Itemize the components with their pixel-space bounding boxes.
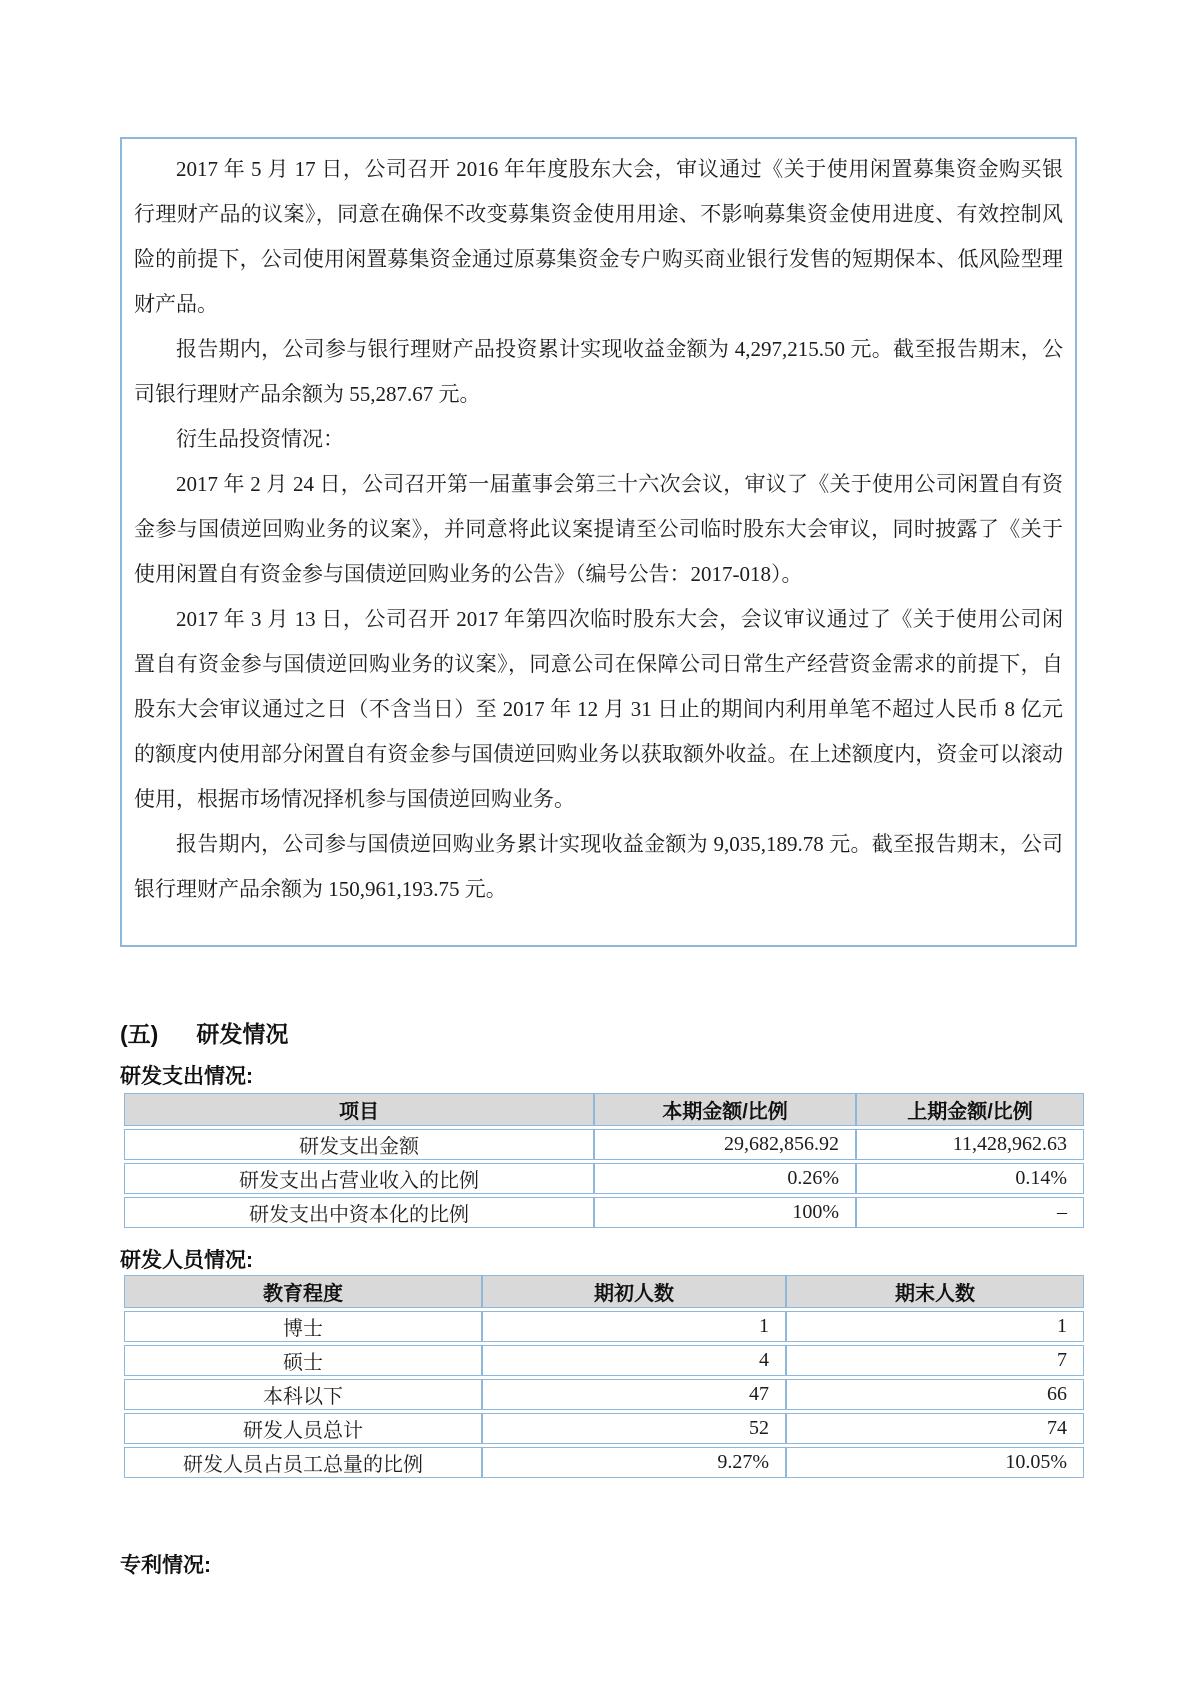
paragraph-shareholder-meeting-2017-03-13: 2017 年 3 月 13 日，公司召开 2017 年第四次临时股东大会，会议审议通过了《关于使用公司闲置自有资金参与国债逆回购业务的议案》，同意公司在保障公司日常生产经营资金需求的前提下，自股东大会审议通过之日（不含当日）至 2017 年 12 月 31 日止的期间内利用单笔不超过人民币 8 亿元的额度内使用部分闲置自有资金参与国债逆回购业务以获取额外收益。在上述额度内，资金可以滚动使用，根据市场情况择机参与国债逆回购业务。 — [134, 607, 1063, 811]
cell-end-count: 10.05% — [786, 1447, 1084, 1478]
section-number: (五) — [120, 1021, 159, 1047]
column-header-end-count: 期末人数 — [786, 1275, 1084, 1308]
paragraph-shareholder-meeting-2017-05-17: 2017 年 5 月 17 日，公司召开 2016 年年度股东大会，审议通过《关于使用闲置募集资金购买银行理财产品的议案》，同意在确保不改变募集资金使用用途、不影响募集资金使用进度、有效控制风险的前提下，公司使用闲置募集资金通过原募集资金专户购买商业银行发售的短期保本、低风险型理财产品。 — [134, 157, 1063, 316]
cell-prior: – — [856, 1197, 1084, 1228]
cell-item: 研发支出金额 — [124, 1129, 594, 1160]
table-header-row — [124, 1275, 1084, 1308]
table-row — [124, 1379, 1084, 1410]
paragraph-bank-wmp-income: 报告期内，公司参与银行理财产品投资累计实现收益金额为 4,297,215.50 元。截至报告期末，公司银行理财产品余额为 55,287.67 元。 — [134, 337, 1063, 406]
column-header-education: 教育程度 — [124, 1275, 482, 1308]
cell-education: 本科以下 — [124, 1379, 482, 1410]
rnd-expense-label: 研发支出情况: — [120, 1065, 253, 1088]
cell-begin-count: 52 — [482, 1413, 786, 1444]
cell-prior: 0.14% — [856, 1163, 1084, 1194]
rnd-personnel-table — [124, 1272, 1084, 1481]
column-header-begin-count: 期初人数 — [482, 1275, 786, 1308]
table-row — [124, 1413, 1084, 1444]
column-header-prior-period: 上期金额/比例 — [856, 1093, 1084, 1126]
patent-label: 专利情况: — [120, 1554, 211, 1577]
cell-end-count: 66 — [786, 1379, 1084, 1410]
cell-education: 博士 — [124, 1311, 482, 1342]
investment-text-box — [120, 137, 1077, 947]
table-header-row — [124, 1093, 1084, 1126]
cell-end-count: 1 — [786, 1311, 1084, 1342]
paragraph-reverse-repo-income: 报告期内，公司参与国债逆回购业务累计实现收益金额为 9,035,189.78 元。截至报告期末，公司银行理财产品余额为 150,961,193.75 元。 — [134, 832, 1063, 901]
table-row — [124, 1163, 1084, 1194]
column-header-current-period: 本期金额/比例 — [594, 1093, 856, 1126]
cell-current: 0.26% — [594, 1163, 856, 1194]
rnd-expense-table — [124, 1090, 1084, 1231]
paragraph-derivatives-label: 衍生品投资情况： — [176, 427, 344, 451]
cell-item: 研发支出中资本化的比例 — [124, 1197, 594, 1228]
cell-end-count: 7 — [786, 1345, 1084, 1376]
table-row — [124, 1197, 1084, 1228]
cell-item: 研发支出占营业收入的比例 — [124, 1163, 594, 1194]
cell-education: 硕士 — [124, 1345, 482, 1376]
cell-begin-count: 47 — [482, 1379, 786, 1410]
cell-begin-count: 4 — [482, 1345, 786, 1376]
table-row — [124, 1447, 1084, 1478]
cell-end-count: 74 — [786, 1413, 1084, 1444]
rnd-personnel-label: 研发人员情况: — [120, 1249, 253, 1272]
column-header-item: 项目 — [124, 1093, 594, 1126]
cell-current: 100% — [594, 1197, 856, 1228]
cell-begin-count: 1 — [482, 1311, 786, 1342]
table-row — [124, 1129, 1084, 1160]
paragraph-board-meeting-2017-02-24: 2017 年 2 月 24 日，公司召开第一届董事会第三十六次会议，审议了《关于使用公司闲置自有资金参与国债逆回购业务的议案》，并同意将此议案提请至公司临时股东大会审议，同时披露了《关于使用闲置自有资金参与国债逆回购业务的公告》（编号公告：2017-018）。 — [134, 472, 1063, 586]
table-row — [124, 1345, 1084, 1376]
section-title: 研发情况 — [196, 1021, 289, 1047]
cell-prior: 11,428,962.63 — [856, 1129, 1084, 1160]
table-row — [124, 1311, 1084, 1342]
cell-education: 研发人员占员工总量的比例 — [124, 1447, 482, 1478]
cell-education: 研发人员总计 — [124, 1413, 482, 1444]
cell-begin-count: 9.27% — [482, 1447, 786, 1478]
section-heading — [120, 1016, 288, 1049]
cell-current: 29,682,856.92 — [594, 1129, 856, 1160]
